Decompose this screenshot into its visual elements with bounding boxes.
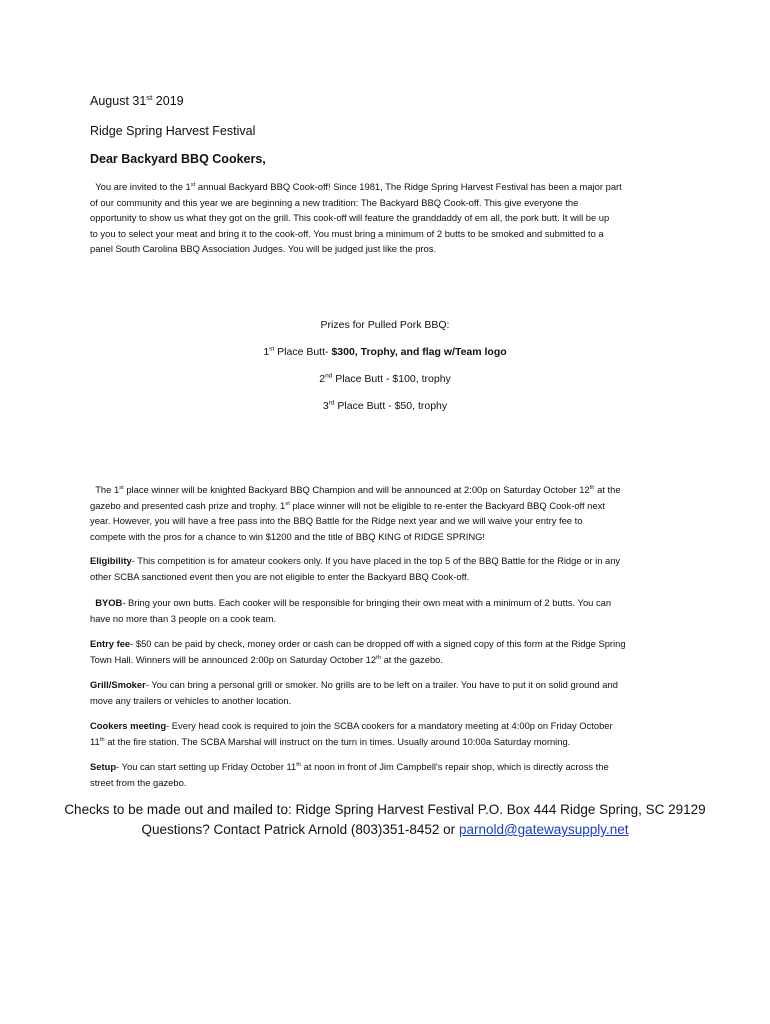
prizes-heading: Prizes for Pulled Pork BBQ: <box>320 319 450 331</box>
rule-line <box>90 718 682 734</box>
intro-line: panel South Carolina BBQ Association Judges. You will be judged just like the pros. <box>90 243 437 255</box>
rule-term: Setup <box>90 761 117 772</box>
intro-paragraph <box>90 179 682 257</box>
rule-line: other SCBA sanctioned event then you are not eligible to enter the Backyard BBQ Cook-off. <box>90 570 470 582</box>
cookers-meeting-rule <box>90 718 682 749</box>
rule-term: Entry fee <box>90 638 131 649</box>
prize-second-suffix: nd <box>325 372 333 380</box>
winner-paragraph <box>90 482 682 544</box>
prize-first-number: 1 <box>263 346 270 358</box>
rule-text: - You can bring a personal grill or smoker. No grills are to be left on a trailer. You have to put it on solid ground and <box>145 679 618 690</box>
rule-term: BYOB <box>95 597 123 608</box>
rule-line <box>90 553 682 569</box>
rule-line <box>90 595 682 611</box>
intro-line: You are invited to the 1st annual Backyard BBQ Cook-off! Since 1981, The Ridge Spring Harvest Festival has been a major part <box>90 181 622 192</box>
grill-smoker-rule <box>90 677 682 708</box>
letter-date <box>90 94 184 108</box>
prize-third-suffix: rd <box>328 399 335 407</box>
prize-first-place <box>0 346 770 358</box>
rule-text: - This competition is for amateur cookers only. If you have placed in the top 5 of the BBQ Battle for the Ridge or in any <box>131 555 621 566</box>
contact-line <box>0 822 770 837</box>
eligibility-rule <box>90 553 682 584</box>
winner-line: gazebo and presented cash prize and trophy. 1st place winner will not be eligible to re-enter the Backyard BBQ Cook-off next <box>90 499 605 511</box>
date-text: August 31st 2019 <box>90 92 184 108</box>
rule-text: - Bring your own butts. Each cooker will be responsible for bringing their own meat with a minimum of 2 butts. You can <box>122 597 612 608</box>
setup-rule <box>90 759 682 790</box>
prize-first-label: Place Butt- <box>274 346 332 358</box>
intro-line: to you to select your meat and bring it to the cook-off. You must bring a minimum of 2 butts to be smoked and submitted to a <box>90 227 604 239</box>
rule-line <box>90 677 682 693</box>
rule-line: have no more than 3 people on a cook team. <box>90 612 277 624</box>
prize-first-suffix: st <box>269 345 275 353</box>
prize-second-label: Place Butt - $100, trophy <box>332 373 451 385</box>
prize-first-reward: $300, Trophy, and flag w/Team logo <box>331 346 507 358</box>
prize-third-number: 3 <box>322 400 329 412</box>
rule-line: street from the gazebo. <box>90 776 187 788</box>
rule-term: Eligibility <box>90 555 132 566</box>
prize-second-place <box>0 373 770 385</box>
contact-text: Questions? Contact Patrick Arnold (803)351-8452 or <box>141 822 459 837</box>
entry-fee-rule <box>90 636 682 667</box>
prize-second-number: 2 <box>319 373 326 385</box>
winner-line: compete with the pros for a chance to win $1200 and the title of BBQ KING of RIDGE SPRING! <box>90 530 485 542</box>
winner-line: The 1st place winner will be knighted Backyard BBQ Champion and will be announced at 2:00p on Saturday October 12th at the <box>90 484 621 495</box>
rule-line: move any trailers or vehicles to another location. <box>90 694 292 706</box>
rule-line: 11th at the fire station. The SCBA Marshal will instruct on the turn in times. Usually around 10:00a Saturday morning. <box>90 735 571 747</box>
prize-third-label: Place Butt - $50, trophy <box>334 400 448 412</box>
rule-line <box>90 636 682 652</box>
rule-term: Grill/Smoker <box>90 679 146 690</box>
intro-line: opportunity to show us what they got on the grill. This cook-off will feature the granddaddy of em all, the pork butt. It will be up <box>90 212 610 224</box>
contact-email-link[interactable]: parnold@gatewaysupply.net <box>458 822 629 837</box>
rule-line <box>90 759 682 775</box>
winner-line: year. However, you will have a free pass into the BBQ Battle for the Ridge next year and we will waive your entry fee to <box>90 515 583 527</box>
rule-text: - Every head cook is required to join the SCBA cookers for a mandatory meeting at 4:00p on Friday October <box>166 720 613 731</box>
greeting: Dear Backyard BBQ Cookers, <box>90 152 266 166</box>
rule-text: - You can start setting up Friday October 11th at noon in front of Jim Campbell's repair shop, which is directly across the <box>116 761 609 772</box>
byob-rule <box>90 595 682 626</box>
prize-third-place <box>0 400 770 412</box>
rule-term: Cookers meeting <box>90 720 167 731</box>
mailing-instructions: Checks to be made out and mailed to: Ridge Spring Harvest Festival P.O. Box 444 Ridge Spring, SC 29129 <box>64 802 706 817</box>
intro-line: of our community and this year we are beginning a new tradition: The Backyard BBQ Cook-off. This give everyone the <box>90 196 579 208</box>
event-name: Ridge Spring Harvest Festival <box>90 124 256 138</box>
rule-line: Town Hall. Winners will be announced 2:00p on Saturday October 12th at the gazebo. <box>90 653 443 665</box>
rule-text: - $50 can be paid by check, money order or cash can be dropped off with a signed copy of this form at the Ridge Spring <box>130 638 626 649</box>
